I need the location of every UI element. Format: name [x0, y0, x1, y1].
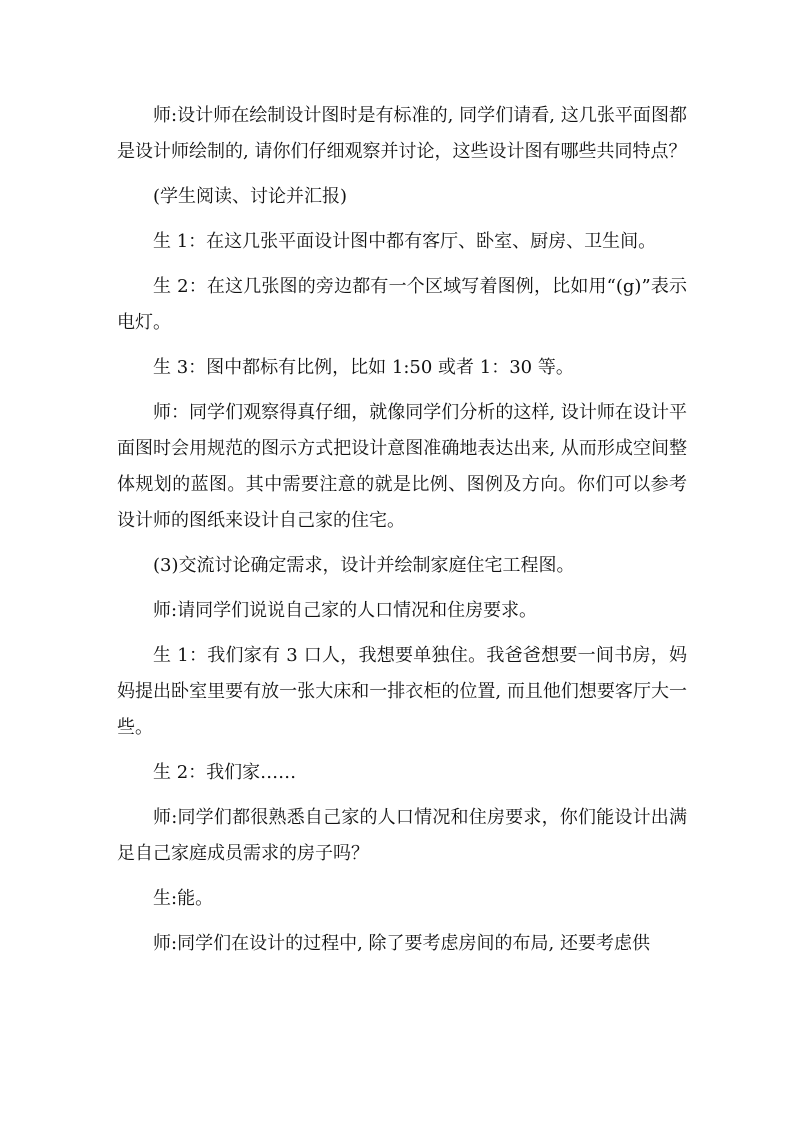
paragraph-teacher-summary: 师：同学们观察得真仔细，就像同学们分析的这样, 设计师在设计平面图时会用规范的图示方式把设计意图准确地表达出来, 从而形成空间整体规划的蓝图。其中需要注意的就是比例、图例及方向。你们可以参考设计师的图纸来设计自己家的住宅。: [117, 402, 687, 531]
paragraph-step-3: (3)交流讨论确定需求，设计并绘制家庭住宅工程图。: [153, 555, 575, 576]
paragraph-teacher-intro: 师:设计师在绘制设计图时是有标准的, 同学们请看, 这几张平面图都是设计师绘制的, 请你们仔细观察并讨论，这些设计图有哪些共同特点？: [117, 105, 687, 162]
paragraph-teacher-continue: 师:同学们在设计的过程中, 除了要考虑房间的布局, 还要考虑供: [153, 933, 650, 954]
paragraph-student-answer: 生:能。: [153, 888, 214, 909]
paragraph-student-2-family: 生 2：我们家……: [153, 762, 297, 783]
paragraph-teacher-challenge: 师:同学们都很熟悉自己家的人口情况和住房要求，你们能设计出满足自己家庭成员需求的房子吗？: [117, 807, 687, 864]
paragraph-student-1-family: 生 1：我们家有 3 口人，我想要单独住。我爸爸想要一间书房，妈妈提出卧室里要有放一张大床和一排衣柜的位置, 而且他们想要客厅大一些。: [117, 645, 687, 738]
paragraph-student-1-rooms: 生 1：在这几张平面设计图中都有客厅、卧室、厨房、卫生间。: [153, 231, 657, 252]
paragraph-teacher-question: 师:请同学们说说自己家的人口情况和住房要求。: [153, 600, 538, 621]
paragraph-student-2-legend: 生 2：在这几张图的旁边都有一个区域写着图例，比如用“(g)”表示电灯。: [117, 276, 687, 333]
paragraph-student-3-scale: 生 3：图中都标有比例，比如 1:50 或者 1：30 等。: [153, 357, 574, 378]
document-body: [117, 98, 687, 971]
paragraph-student-activity: (学生阅读、讨论并汇报): [153, 186, 348, 207]
